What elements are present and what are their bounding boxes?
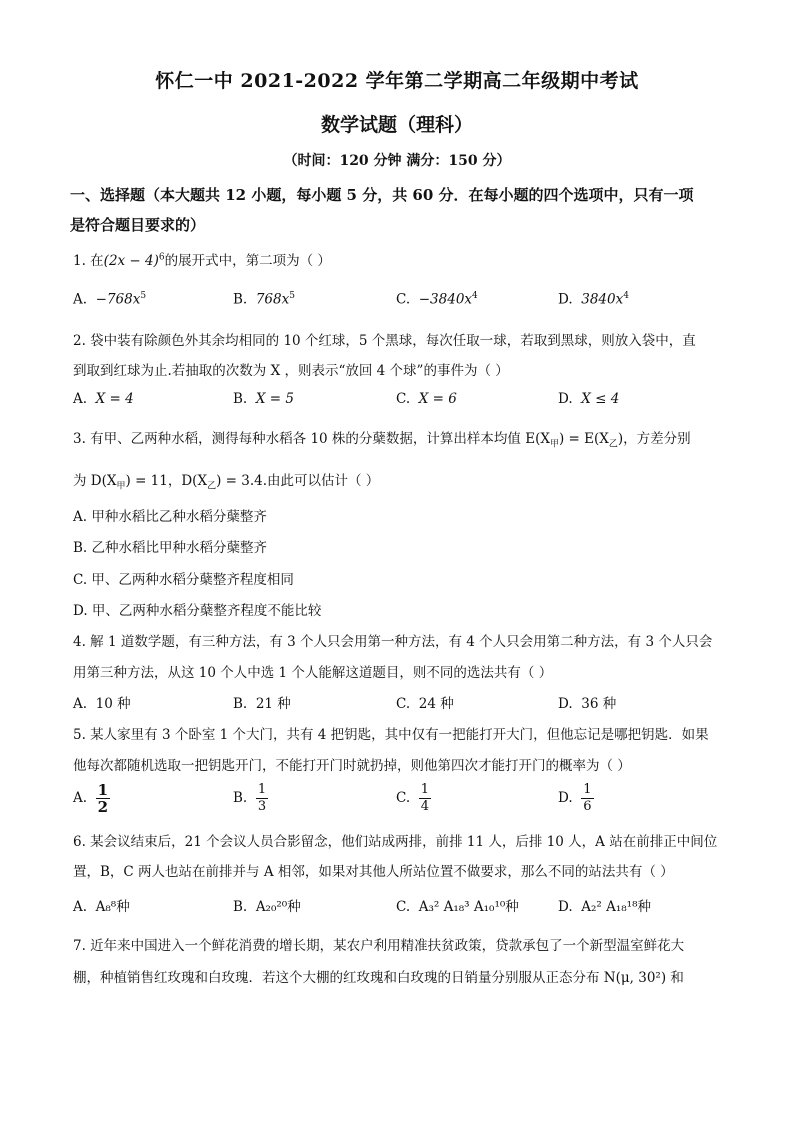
q1-option-b: B. $768x^5$ xyxy=(233,291,295,308)
exam-subtitle: 数学试题（理科） xyxy=(320,114,473,136)
question-5-stem-line2: 他每次都随机选取一把钥匙开门，不能打开门时就扔掉，则他第四次才能打开门的概率为（ ） xyxy=(73,758,631,774)
q2-option-b: B. X = 5 xyxy=(233,391,294,407)
q3-option-b: B. 乙种水稻比甲种水稻分蘖整齐 xyxy=(73,540,268,556)
q4-option-b: B. 21 种 xyxy=(233,696,291,712)
question-7-stem-line1: 7. 近年来中国进入一个鲜花消费的增长期，某农户利用精准扶贫政策，贷款承包了一个新型温室鲜花大 xyxy=(73,938,685,954)
q1-option-d: D. $3840x^4$ xyxy=(558,291,629,308)
section-heading-line1: 一、选择题（本大题共 12 小题，每小题 5 分，共 60 分．在每小题的四个选项中，只有一项 xyxy=(70,186,694,204)
q1-option-a: A. $-768x^5$ xyxy=(73,291,147,308)
q4-option-c: C. 24 种 xyxy=(396,696,454,712)
q5-option-d: D. $\frac{1}{6}$ xyxy=(558,782,592,814)
q3-option-c: C. 甲、乙两种水稻分蘖整齐程度相同 xyxy=(73,572,294,588)
q5-option-b: B. $\frac{1}{3}$ xyxy=(233,782,267,814)
question-3-stem-line1: 3. 有甲、乙两种水稻，测得每种水稻各 10 株的分蘖数据，计算出样本均值 $E(X_甲) = E(X_乙)$，方差分别 xyxy=(73,431,691,450)
question-2-stem-line2: 到取到红球为止.若抽取的次数为 X ，则表示“放回 4 个球”的事件为（ ） xyxy=(73,363,509,379)
exam-title: 怀仁一中 2021-2022 学年第二学期高二年级期中考试 xyxy=(155,70,639,92)
q3-option-a: A. 甲种水稻比乙种水稻分蘖整齐 xyxy=(73,509,267,525)
question-1-stem xyxy=(73,249,733,269)
q2-option-c: C. X = 6 xyxy=(396,391,457,407)
q2-option-a: A. X = 4 xyxy=(73,391,134,407)
q5-option-c: C. $\frac{1}{4}$ xyxy=(396,782,430,814)
q1-expr: (2x − 4) xyxy=(103,253,159,269)
question-6-stem-line1: 6. 某会议结束后，21 个会议人员合影留念，他们站成两排，前排 11 人，后排 10 人，A 站在前排正中间位 xyxy=(73,834,718,850)
q5-option-a: A. $\frac{1}{2}$ xyxy=(73,781,109,816)
q1-prefix: 1. 在 xyxy=(73,253,104,269)
exam-time-score: （时间：120 分钟 满分：150 分） xyxy=(283,153,511,169)
section-heading xyxy=(70,180,730,240)
q6-option-a: A. A₈⁸种 xyxy=(73,899,130,915)
question-4-stem-line2: 用第三种方法，从这 10 个人中选 1 个人能解这道题目，则不同的选法共有（ ） xyxy=(73,665,553,681)
question-2-stem-line1: 2. 袋中装有除颜色外其余均相同的 10 个红球，5 个黑球，每次任取一球，若取到黑球，则放入袋中，直 xyxy=(73,333,696,349)
question-5-stem-line1: 5. 某人家里有 3 个卧室 1 个大门，共有 4 把钥匙，其中仅有一把能打开大门，但他忘记是哪把钥匙．如果 xyxy=(73,727,709,743)
question-3-stem-line2: 为 $D(X_甲) = 11$，$D(X_乙) = 3.4$.由此可以估计（ ） xyxy=(73,473,380,492)
q6-option-c: C. A₃² A₁₈³ A₁₀¹⁰种 xyxy=(396,899,519,915)
q1-option-c: C. $-3840x^4$ xyxy=(396,291,478,308)
q2-option-d: D. X ≤ 4 xyxy=(558,391,620,407)
q1-exp: 6 xyxy=(158,252,165,263)
q3-option-d: D. 甲、乙两种水稻分蘖整齐程度不能比较 xyxy=(73,603,322,619)
question-7-stem-line2: 棚，种植销售红玫瑰和白玫瑰．若这个大棚的红玫瑰和白玫瑰的日销量分别服从正态分布 N(μ, 30²) 和 xyxy=(73,970,684,986)
q4-option-a: A. 10 种 xyxy=(73,696,131,712)
question-6-stem-line2: 置，B，C 两人也站在前排并与 A 相邻，如果对其他人所站位置不做要求，那么不同的站法共有（ ） xyxy=(73,864,674,880)
question-4-stem-line1: 4. 解 1 道数学题，有三种方法，有 3 个人只会用第一种方法，有 4 个人只会用第二种方法，有 3 个人只会 xyxy=(73,634,713,650)
section-heading-line2: 是符合题目要求的） xyxy=(70,216,206,234)
q6-option-b: B. A₂₀²⁰种 xyxy=(233,899,301,915)
q6-option-d: D. A₂² A₁₈¹⁸种 xyxy=(558,899,651,915)
q1-suffix: 的展开式中，第二项为（ ） xyxy=(164,253,331,269)
q4-option-d: D. 36 种 xyxy=(558,696,617,712)
